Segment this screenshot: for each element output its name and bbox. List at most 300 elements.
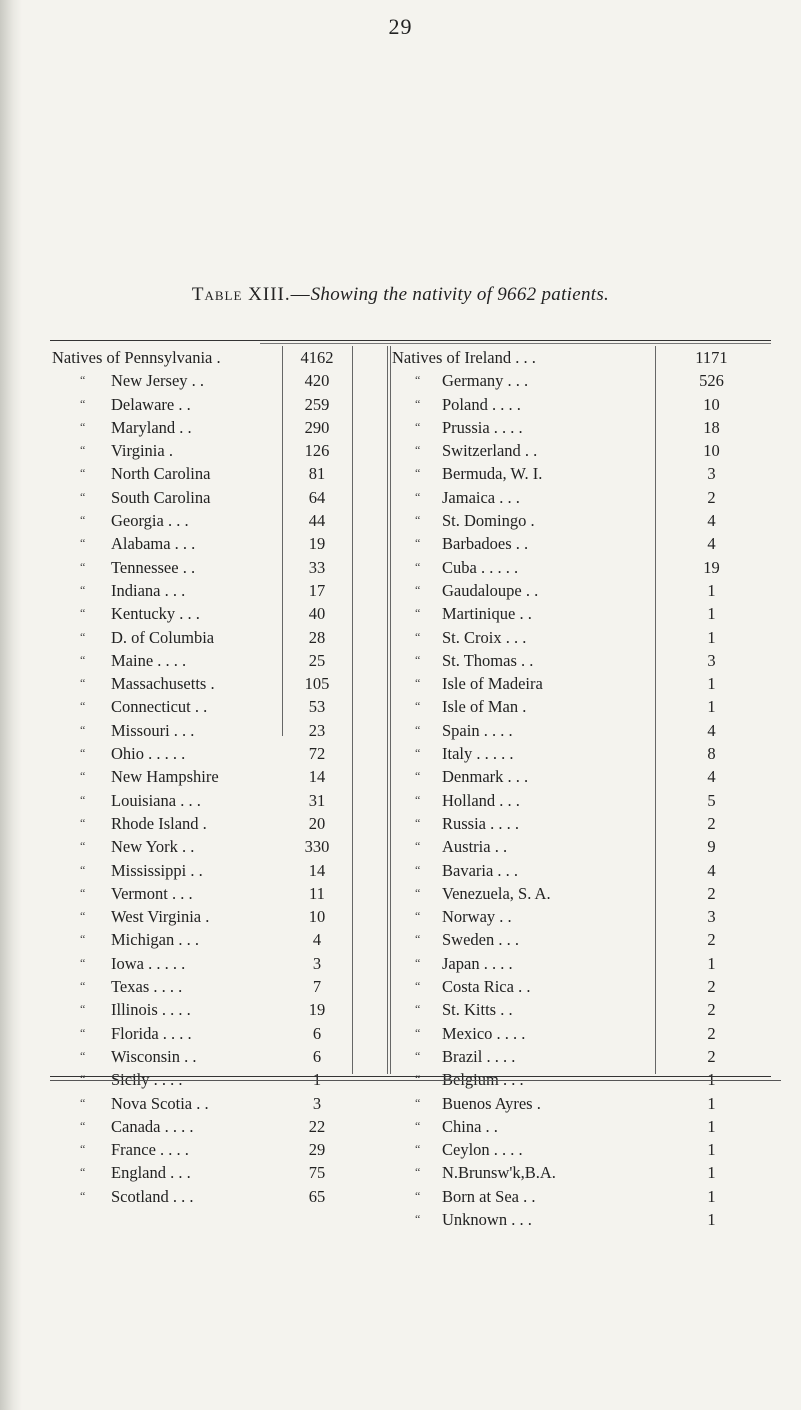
ditto-mark: “ xyxy=(80,466,86,481)
table-row xyxy=(52,695,390,718)
ditto-mark: “ xyxy=(415,955,421,970)
ditto-mark: “ xyxy=(80,559,86,574)
place-name: Barbadoes . . xyxy=(442,534,529,554)
ditto-mark: “ xyxy=(415,559,421,574)
table-row xyxy=(392,812,762,835)
place-name: South Carolina xyxy=(111,487,211,507)
patient-count: 2 xyxy=(707,883,716,903)
ditto-mark: “ xyxy=(80,396,86,411)
ditto-mark: “ xyxy=(80,536,86,551)
place-name: Russia . . . . xyxy=(442,813,520,833)
place-name: France . . . . xyxy=(111,1140,189,1160)
ditto-mark: “ xyxy=(80,1072,86,1087)
table-row xyxy=(52,952,390,975)
ditto-mark: “ xyxy=(80,652,86,667)
place-name: New Jersey . . xyxy=(111,371,205,391)
place-name: Holland . . . xyxy=(442,790,520,810)
ditto-mark: “ xyxy=(80,955,86,970)
table-row xyxy=(392,975,762,998)
place-name: Bavaria . . . xyxy=(442,860,519,880)
patient-count: 17 xyxy=(308,580,326,600)
place-name: England . . . xyxy=(111,1163,191,1183)
table-row xyxy=(392,532,762,555)
patient-count: 8 xyxy=(707,744,716,764)
ditto-mark: “ xyxy=(415,582,421,597)
table-row xyxy=(392,439,762,462)
table-row xyxy=(392,672,762,695)
ditto-mark: “ xyxy=(80,582,86,597)
ditto-mark: “ xyxy=(415,652,421,667)
ditto-mark: “ xyxy=(415,1048,421,1063)
patient-count: 14 xyxy=(308,860,326,880)
place-name: Buenos Ayres . xyxy=(442,1093,541,1113)
patient-count: 330 xyxy=(304,837,330,857)
patient-count: 19 xyxy=(308,534,326,554)
patient-count: 4 xyxy=(707,534,716,554)
table-row xyxy=(392,1208,762,1231)
place-name: China . . xyxy=(442,1116,498,1136)
table-top-rule-inner xyxy=(260,343,771,344)
patient-count: 1 xyxy=(707,627,716,647)
ditto-mark: “ xyxy=(80,676,86,691)
patient-count: 1171 xyxy=(695,348,728,367)
place-name: Texas . . . . xyxy=(111,977,183,997)
place-name: Maryland . . xyxy=(111,417,192,437)
patient-count: 2 xyxy=(707,1046,716,1066)
table-row xyxy=(52,626,390,649)
table-title xyxy=(0,284,801,306)
patient-count: 23 xyxy=(308,720,326,740)
patient-count: 25 xyxy=(308,650,326,670)
ditto-mark: “ xyxy=(80,629,86,644)
table-row xyxy=(392,835,762,858)
patient-count: 19 xyxy=(703,557,720,577)
table-row xyxy=(392,765,762,788)
ditto-mark: “ xyxy=(415,699,421,714)
place-name: Illinois . . . . xyxy=(111,1000,191,1020)
table-row xyxy=(392,1161,762,1184)
place-name: Switzerland . . xyxy=(442,441,538,461)
place-name: Nova Scotia . . xyxy=(111,1093,209,1113)
patient-count: 1 xyxy=(707,1070,716,1090)
place-name: Denmark . . . xyxy=(442,767,529,787)
place-name: Scotland . . . xyxy=(111,1186,194,1206)
table-row xyxy=(392,462,762,485)
patient-count: 18 xyxy=(703,417,720,437)
patient-count: 64 xyxy=(308,487,326,507)
ditto-mark: “ xyxy=(415,676,421,691)
place-name: Louisiana . . . xyxy=(111,790,201,810)
table-row xyxy=(52,859,390,882)
patient-count: 1 xyxy=(707,580,716,600)
ditto-mark: “ xyxy=(415,1142,421,1157)
table-row xyxy=(52,346,390,369)
table-title-caption: Showing the nativity of 9662 patients. xyxy=(310,284,610,305)
patient-count: 65 xyxy=(308,1186,326,1206)
patient-count: 2 xyxy=(707,487,716,507)
place-name: Natives of Pennsylvania . xyxy=(52,348,221,367)
patient-count: 6 xyxy=(312,1046,322,1066)
table-row xyxy=(52,719,390,742)
place-name: Austria . . xyxy=(442,837,508,857)
ditto-mark: “ xyxy=(415,815,421,830)
place-name: Brazil . . . . xyxy=(442,1046,516,1066)
patient-count: 126 xyxy=(304,441,330,461)
patient-count: 4 xyxy=(707,767,716,787)
table-row xyxy=(52,1115,390,1138)
patient-count: 2 xyxy=(707,1000,716,1020)
place-name: Michigan . . . xyxy=(111,930,199,950)
ditto-mark: “ xyxy=(80,1188,86,1203)
ditto-mark: “ xyxy=(80,815,86,830)
ditto-mark: “ xyxy=(80,932,86,947)
ditto-mark: “ xyxy=(415,1165,421,1180)
ditto-mark: “ xyxy=(80,909,86,924)
place-name: Wisconsin . . xyxy=(111,1046,197,1066)
patient-count: 10 xyxy=(703,394,720,414)
ditto-mark: “ xyxy=(80,1095,86,1110)
patient-count: 81 xyxy=(308,464,326,484)
place-name: St. Kitts . . xyxy=(442,1000,513,1020)
patient-count: 3 xyxy=(707,907,716,927)
patient-count: 53 xyxy=(308,697,326,717)
patient-count: 1 xyxy=(707,674,716,694)
ditto-mark: “ xyxy=(80,979,86,994)
patient-count: 2 xyxy=(707,813,716,833)
patient-count: 10 xyxy=(703,441,720,461)
table-row xyxy=(52,672,390,695)
nativity-table-right-half xyxy=(392,346,762,1231)
ditto-mark: “ xyxy=(80,722,86,737)
patient-count: 526 xyxy=(699,371,724,391)
place-name: Spain . . . . xyxy=(442,720,513,740)
table-row xyxy=(52,998,390,1021)
table-row xyxy=(392,1138,762,1161)
place-name: Delaware . . xyxy=(111,394,191,414)
table-row xyxy=(52,416,390,439)
ditto-mark: “ xyxy=(80,1118,86,1133)
patient-count: 2 xyxy=(707,977,716,997)
table-row xyxy=(392,393,762,416)
ditto-mark: “ xyxy=(415,443,421,458)
ditto-mark: “ xyxy=(415,489,421,504)
place-name: West Virginia . xyxy=(111,907,210,927)
patient-count: 1 xyxy=(707,1163,716,1183)
table-row xyxy=(52,602,390,625)
place-name: Ceylon . . . . xyxy=(442,1140,523,1160)
place-name: New York . . xyxy=(111,837,195,857)
place-name: Jamaica . . . xyxy=(442,487,520,507)
table-row xyxy=(392,789,762,812)
table-row xyxy=(392,998,762,1021)
place-name: Gaudaloupe . . xyxy=(442,580,539,600)
ditto-mark: “ xyxy=(415,885,421,900)
patient-count: 20 xyxy=(308,813,326,833)
table-row xyxy=(52,1161,390,1184)
patient-count: 7 xyxy=(312,977,322,997)
ditto-mark: “ xyxy=(80,699,86,714)
ditto-mark: “ xyxy=(415,746,421,761)
place-name: Florida . . . . xyxy=(111,1023,192,1043)
patient-count: 3 xyxy=(707,650,716,670)
ditto-mark: “ xyxy=(80,1002,86,1017)
ditto-mark: “ xyxy=(80,1165,86,1180)
ditto-mark: “ xyxy=(415,629,421,644)
table-row xyxy=(392,1092,762,1115)
ditto-mark: “ xyxy=(415,792,421,807)
table-row xyxy=(52,556,390,579)
patient-count: 3 xyxy=(312,1093,322,1113)
place-name: Japan . . . . xyxy=(442,953,513,973)
place-name: Sweden . . . xyxy=(442,930,519,950)
place-name: Georgia . . . xyxy=(111,511,189,531)
table-row xyxy=(392,695,762,718)
ditto-mark: “ xyxy=(80,862,86,877)
place-name: Indiana . . . xyxy=(111,580,186,600)
patient-count: 6 xyxy=(312,1023,322,1043)
patient-count: 105 xyxy=(304,674,330,694)
table-row xyxy=(392,882,762,905)
table-row xyxy=(52,812,390,835)
place-name: Vermont . . . xyxy=(111,883,193,903)
patient-count: 1 xyxy=(707,604,716,624)
patient-count: 31 xyxy=(308,790,326,810)
place-name: Mexico . . . . xyxy=(442,1023,526,1043)
ditto-mark: “ xyxy=(415,1025,421,1040)
table-row xyxy=(52,1092,390,1115)
page-edge-shadow xyxy=(0,0,22,1410)
patient-count: 9 xyxy=(707,837,716,857)
ditto-mark: “ xyxy=(415,862,421,877)
table-row xyxy=(52,765,390,788)
patient-count: 28 xyxy=(308,627,326,647)
table-row xyxy=(52,789,390,812)
place-name: Cuba . . . . . xyxy=(442,557,519,577)
patient-count: 420 xyxy=(304,371,330,391)
patient-count: 1 xyxy=(707,1093,716,1113)
table-row xyxy=(392,742,762,765)
table-row xyxy=(392,905,762,928)
place-name: Tennessee . . xyxy=(111,557,196,577)
ditto-mark: “ xyxy=(80,746,86,761)
place-name: Costa Rica . . xyxy=(442,977,531,997)
patient-count: 40 xyxy=(308,604,326,624)
ditto-mark: “ xyxy=(80,1142,86,1157)
table-title-lead: Table XIII.— xyxy=(191,284,311,305)
place-name: N.Brunsw'k,B.A. xyxy=(442,1163,556,1183)
patient-count: 75 xyxy=(308,1163,326,1183)
table-row xyxy=(52,1185,390,1208)
ditto-mark: “ xyxy=(415,606,421,621)
patient-count: 1 xyxy=(312,1070,322,1090)
place-name: Belgium . . . xyxy=(442,1070,524,1090)
table-row xyxy=(392,719,762,742)
table-row xyxy=(392,602,762,625)
place-name: Rhode Island . xyxy=(111,813,207,833)
place-name: Prussia . . . . xyxy=(442,417,523,437)
patient-count: 4 xyxy=(707,720,716,740)
patient-count: 290 xyxy=(304,417,330,437)
place-name: D. of Columbia xyxy=(111,627,215,647)
patient-count: 4 xyxy=(707,511,716,531)
ditto-mark: “ xyxy=(415,839,421,854)
patient-count: 14 xyxy=(308,767,326,787)
ditto-mark: “ xyxy=(80,769,86,784)
place-name: Ohio . . . . . xyxy=(111,744,186,764)
patient-count: 29 xyxy=(308,1140,326,1160)
table-row xyxy=(52,905,390,928)
table-row xyxy=(392,1022,762,1045)
place-name: Iowa . . . . . xyxy=(111,953,186,973)
ditto-mark: “ xyxy=(80,1048,86,1063)
table-row xyxy=(52,393,390,416)
place-name: Canada . . . . xyxy=(111,1116,194,1136)
place-name: Natives of Ireland . . . xyxy=(392,348,536,367)
patient-count: 3 xyxy=(312,953,322,973)
table-row xyxy=(52,649,390,672)
table-row xyxy=(52,742,390,765)
place-name: North Carolina xyxy=(111,464,211,484)
table-row xyxy=(52,1138,390,1161)
ditto-mark: “ xyxy=(415,419,421,434)
ditto-mark: “ xyxy=(415,1118,421,1133)
ditto-mark: “ xyxy=(415,466,421,481)
place-name: Kentucky . . . xyxy=(111,604,200,624)
table-row xyxy=(392,859,762,882)
place-name: St. Croix . . . xyxy=(442,627,527,647)
ditto-mark: “ xyxy=(80,885,86,900)
ditto-mark: “ xyxy=(80,839,86,854)
ditto-mark: “ xyxy=(415,769,421,784)
place-name: Massachusetts . xyxy=(111,674,215,694)
table-row xyxy=(392,579,762,602)
patient-count: 22 xyxy=(308,1116,326,1136)
ditto-mark: “ xyxy=(415,1072,421,1087)
ditto-mark: “ xyxy=(415,396,421,411)
table-row xyxy=(392,626,762,649)
table-row xyxy=(392,346,762,369)
place-name: Isle of Madeira xyxy=(442,674,543,694)
patient-count: 72 xyxy=(308,744,326,764)
table-row xyxy=(52,1045,390,1068)
patient-count: 11 xyxy=(309,883,325,903)
patient-count: 33 xyxy=(308,557,326,577)
patient-count: 19 xyxy=(308,1000,326,1020)
ditto-mark: “ xyxy=(415,979,421,994)
table-top-rule xyxy=(50,340,771,341)
table-row xyxy=(392,928,762,951)
place-name: Virginia . xyxy=(111,441,173,461)
table-row xyxy=(52,1022,390,1045)
ditto-mark: “ xyxy=(415,513,421,528)
ditto-mark: “ xyxy=(415,373,421,388)
table-bottom-rule-outer xyxy=(50,1080,781,1081)
place-name: Isle of Man . xyxy=(442,697,527,717)
place-name: Missouri . . . xyxy=(111,720,195,740)
patient-count: 1 xyxy=(707,953,716,973)
patient-count: 10 xyxy=(308,907,326,927)
ditto-mark: “ xyxy=(415,536,421,551)
table-row xyxy=(392,1045,762,1068)
place-name: St. Domingo . xyxy=(442,511,535,531)
table-row xyxy=(392,556,762,579)
table-row xyxy=(52,835,390,858)
place-name: St. Thomas . . xyxy=(442,650,534,670)
patient-count: 4162 xyxy=(300,348,334,367)
patient-count: 2 xyxy=(707,930,716,950)
place-name: Germany . . . xyxy=(442,371,529,391)
patient-count: 1 xyxy=(707,1209,716,1229)
table-bottom-rule xyxy=(50,1076,771,1077)
ditto-mark: “ xyxy=(415,722,421,737)
table-row xyxy=(52,486,390,509)
ditto-mark: “ xyxy=(80,606,86,621)
patient-count: 44 xyxy=(308,511,326,531)
table-row xyxy=(392,509,762,532)
patient-count: 2 xyxy=(707,1023,716,1043)
table-row xyxy=(392,1185,762,1208)
table-row xyxy=(392,486,762,509)
place-name: Unknown . . . xyxy=(442,1209,532,1229)
table-row xyxy=(52,882,390,905)
nativity-table-left-half xyxy=(52,346,390,1208)
ditto-mark: “ xyxy=(415,1188,421,1203)
ditto-mark: “ xyxy=(415,909,421,924)
patient-count: 259 xyxy=(304,394,330,414)
patient-count: 3 xyxy=(707,464,716,484)
patient-count: 5 xyxy=(707,790,716,810)
ditto-mark: “ xyxy=(80,419,86,434)
place-name: Poland . . . . xyxy=(442,394,521,414)
ditto-mark: “ xyxy=(80,792,86,807)
place-name: Italy . . . . . xyxy=(442,744,514,764)
page-number: 29 xyxy=(388,14,413,39)
place-name: Norway . . xyxy=(442,907,512,927)
place-name: Alabama . . . xyxy=(111,534,196,554)
patient-count: 4 xyxy=(707,860,716,880)
place-name: Maine . . . . xyxy=(111,650,187,670)
ditto-mark: “ xyxy=(415,932,421,947)
table-row xyxy=(52,532,390,555)
ditto-mark: “ xyxy=(80,443,86,458)
patient-count: 1 xyxy=(707,697,716,717)
ditto-mark: “ xyxy=(80,373,86,388)
table-row xyxy=(52,509,390,532)
center-divider-b xyxy=(390,346,391,1074)
patient-count: 4 xyxy=(312,930,322,950)
table-row xyxy=(392,416,762,439)
table-row xyxy=(392,952,762,975)
place-name: Connecticut . . xyxy=(111,697,208,717)
table-row xyxy=(52,579,390,602)
table-row xyxy=(52,439,390,462)
place-name: Martinique . . xyxy=(442,604,532,624)
place-name: Born at Sea . . xyxy=(442,1186,536,1206)
table-row xyxy=(392,1115,762,1138)
ditto-mark: “ xyxy=(415,1095,421,1110)
patient-count: 1 xyxy=(707,1116,716,1136)
ditto-mark: “ xyxy=(80,1025,86,1040)
table-row xyxy=(52,975,390,998)
place-name: New Hampshire xyxy=(111,767,219,787)
place-name: Mississippi . . xyxy=(111,860,203,880)
ditto-mark: “ xyxy=(415,1002,421,1017)
ditto-mark: “ xyxy=(80,513,86,528)
table-row xyxy=(52,369,390,392)
table-row xyxy=(52,928,390,951)
table-row xyxy=(392,369,762,392)
patient-count: 1 xyxy=(707,1186,716,1206)
